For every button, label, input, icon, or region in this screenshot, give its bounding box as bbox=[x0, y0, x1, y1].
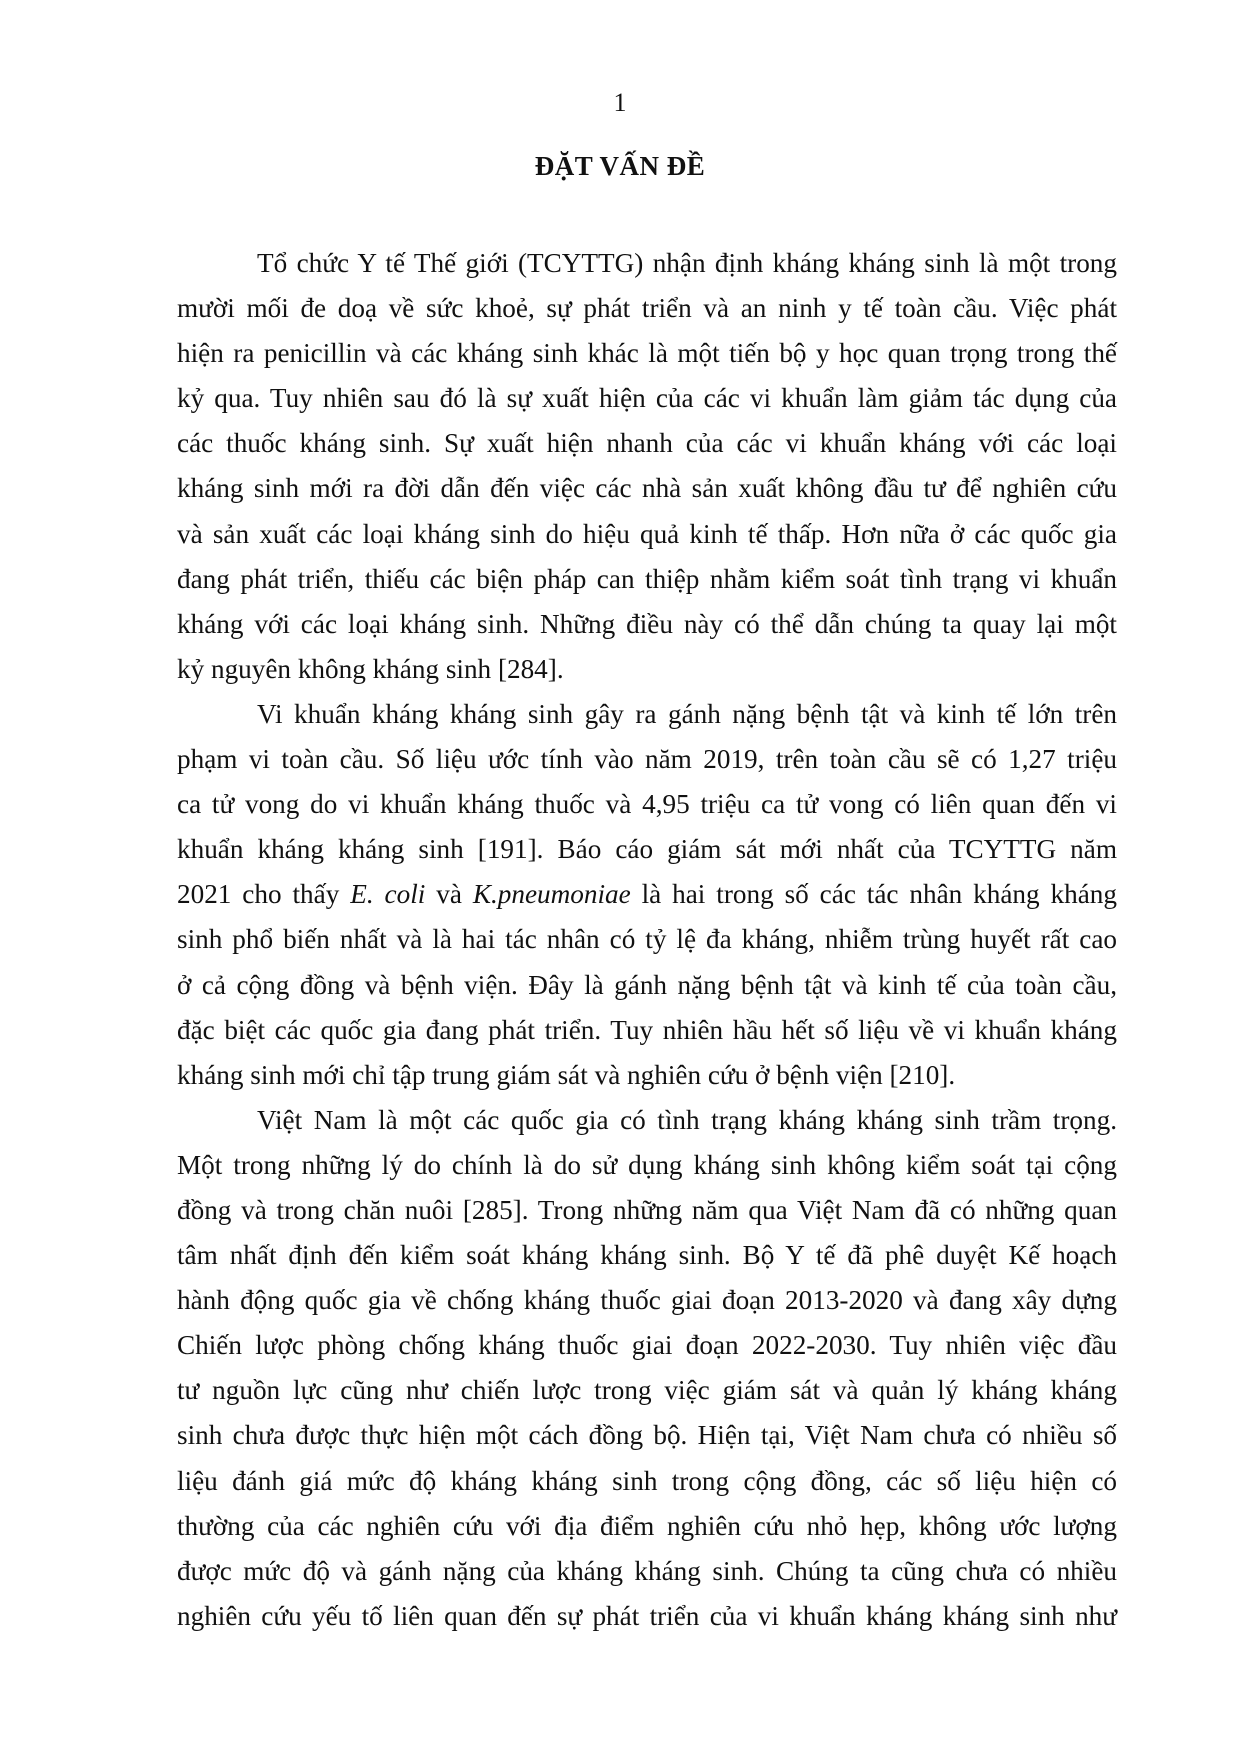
text-line: Một trong những lý do chính là do sử dụng kháng sinh không kiểm soát tại cộng bbox=[177, 1149, 1117, 1180]
page-number: 1 bbox=[613, 88, 627, 117]
text-line: Chiến lược phòng chống kháng thuốc giai đoạn 2022-2030. Tuy nhiên việc đầu bbox=[177, 1330, 1117, 1361]
text-line: các thuốc kháng sinh. Sự xuất hiện nhanh của các vi khuẩn kháng với các loại bbox=[177, 428, 1117, 459]
text-line: đồng và trong chăn nuôi [285]. Trong những năm qua Việt Nam đã có những quan bbox=[177, 1194, 1117, 1225]
text-line: kỷ nguyên không kháng sinh [284]. bbox=[177, 653, 564, 684]
text-line: hành động quốc gia về chống kháng thuốc giai đoạn 2013-2020 và đang xây dựng bbox=[177, 1285, 1117, 1316]
text-line: tư nguồn lực cũng như chiến lược trong việc giám sát và quản lý kháng kháng bbox=[177, 1375, 1117, 1406]
text-line: Tổ chức Y tế Thế giới (TCYTTG) nhận định kháng kháng sinh là một trong bbox=[257, 248, 1117, 278]
text-line: kỷ qua. Tuy nhiên sau đó là sự xuất hiện của các vi khuẩn làm giảm tác dụng của bbox=[177, 383, 1117, 414]
text-line: thường của các nghiên cứu với địa điểm nghiên cứu nhỏ hẹp, không ước lượng bbox=[177, 1510, 1117, 1541]
text-line: được mức độ và gánh nặng của kháng kháng sinh. Chúng ta cũng chưa có nhiều bbox=[177, 1555, 1117, 1586]
text-line: kháng sinh mới chỉ tập trung giám sát và nghiên cứu ở bệnh viện [210]. bbox=[177, 1059, 956, 1090]
text-line: đang phát triển, thiếu các biện pháp can thiệp nhằm kiểm soát tình trạng vi khuẩn bbox=[177, 563, 1117, 594]
text-line: mười mối đe doạ về sức khoẻ, sự phát triển và an ninh y tế toàn cầu. Việc phát bbox=[177, 293, 1117, 324]
text-line: ca tử vong do vi khuẩn kháng thuốc và 4,95 triệu ca tử vong có liên quan đến vi bbox=[177, 789, 1117, 820]
text-line: liệu đánh giá mức độ kháng kháng sinh trong cộng đồng, các số liệu hiện có bbox=[177, 1465, 1117, 1496]
text-line: tâm nhất định đến kiểm soát kháng kháng sinh. Bộ Y tế đã phê duyệt Kế hoạch bbox=[177, 1240, 1117, 1271]
text-line: kháng với các loại kháng sinh. Những điều này có thể dẫn chúng ta quay lại một bbox=[177, 608, 1117, 639]
text-line: phạm vi toàn cầu. Số liệu ước tính vào năm 2019, trên toàn cầu sẽ có 1,27 triệu bbox=[177, 744, 1117, 775]
text-line: kháng sinh mới ra đời dẫn đến việc các nhà sản xuất không đầu tư để nghiên cứu bbox=[177, 473, 1117, 504]
section-heading: ĐẶT VẤN ĐỀ bbox=[534, 151, 706, 181]
text-line: Vi khuẩn kháng kháng sinh gây ra gánh nặng bệnh tật và kinh tế lớn trên bbox=[257, 698, 1117, 729]
text-line: sinh phổ biến nhất và là hai tác nhân có tỷ lệ đa kháng, nhiễm trùng huyết rất cao bbox=[177, 924, 1117, 955]
text-line: khuẩn kháng kháng sinh [191]. Báo cáo giám sát mới nhất của TCYTTG năm bbox=[177, 834, 1117, 865]
text-line: Việt Nam là một các quốc gia có tình trạng kháng kháng sinh trầm trọng. bbox=[257, 1104, 1117, 1135]
text-line: đặc biệt các quốc gia đang phát triển. Tuy nhiên hầu hết số liệu về vi khuẩn kháng bbox=[177, 1014, 1117, 1045]
text-line: ở cả cộng đồng và bệnh viện. Đây là gánh nặng bệnh tật và kinh tế của toàn cầu, bbox=[177, 969, 1117, 1000]
body-text bbox=[177, 241, 1117, 1639]
text-segment: 2021 cho thấy bbox=[177, 879, 351, 910]
text-line: sinh chưa được thực hiện một cách đồng bộ. Hiện tại, Việt Nam chưa có nhiều số bbox=[177, 1420, 1117, 1451]
text-line: nghiên cứu yếu tố liên quan đến sự phát triển của vi khuẩn kháng kháng sinh như bbox=[177, 1600, 1117, 1631]
text-line: hiện ra penicillin và các kháng sinh khác là một tiến bộ y học quan trọng trong thế bbox=[177, 338, 1117, 369]
text-line bbox=[177, 872, 1117, 917]
text-segment: là hai trong số các tác nhân kháng kháng bbox=[630, 879, 1117, 910]
text-line: và sản xuất các loại kháng sinh do hiệu quả kinh tế thấp. Hơn nữa ở các quốc gia bbox=[177, 518, 1117, 549]
text-segment: và bbox=[425, 879, 473, 910]
species-name: E. coli bbox=[350, 879, 426, 910]
species-name: K.pneumoniae bbox=[472, 879, 631, 910]
